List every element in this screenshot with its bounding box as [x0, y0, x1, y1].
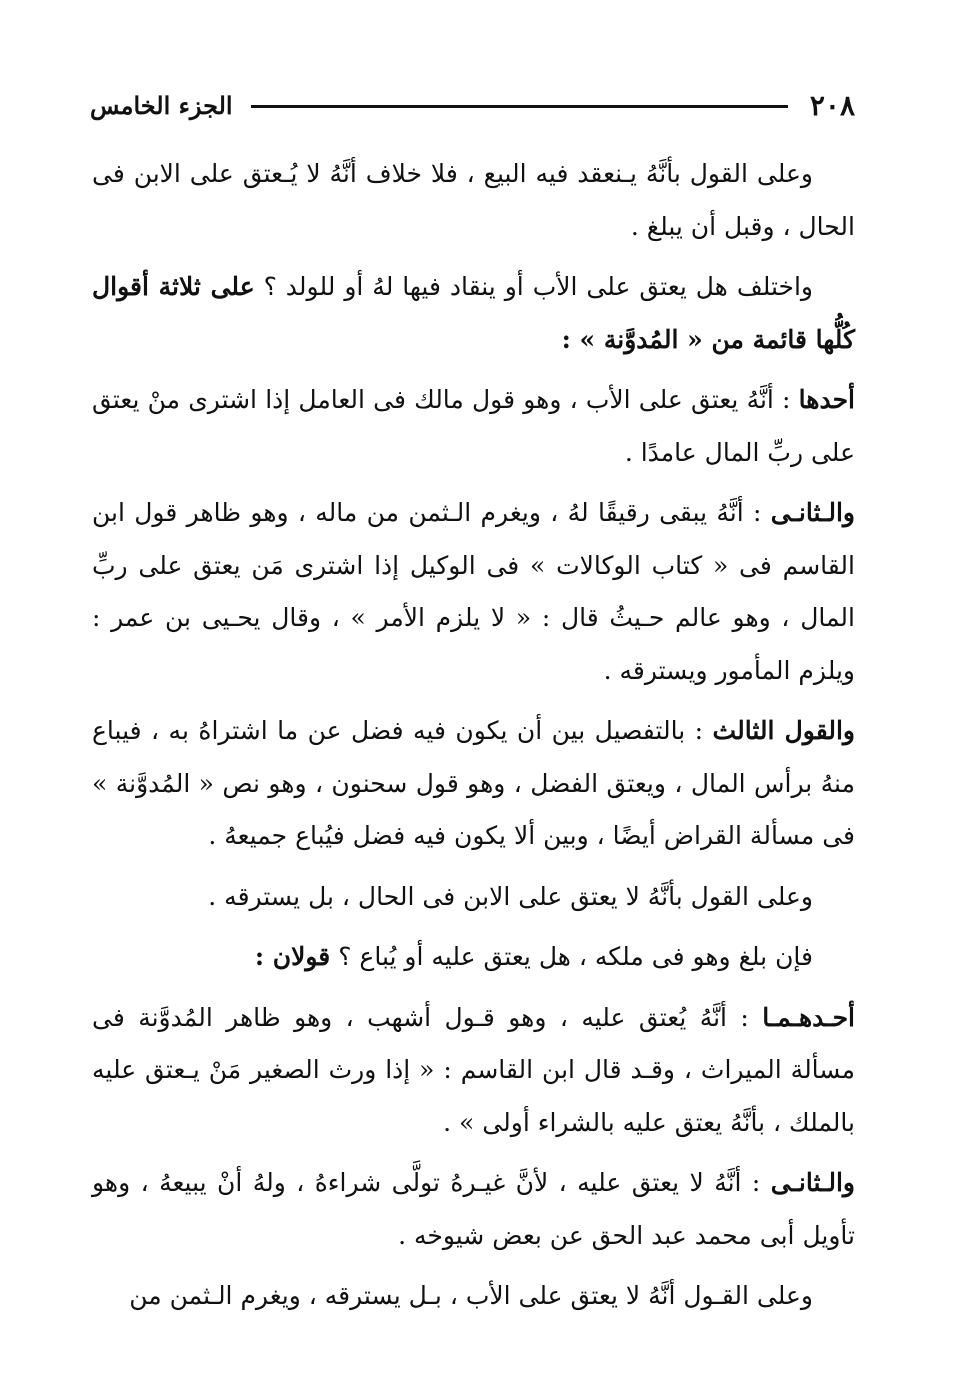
paragraph-3 [92, 374, 855, 479]
paragraph-lead: والـثانـى [770, 1168, 855, 1197]
paragraph-text: : أنَّهُ لا يعتق عليه ، لأنَّ غيـرهُ تولَّى شراءهُ ، ولهُ أنْ يبيعهُ ، وهو تأويل أبى محمد عبد الحق عن بعض شيوخه . [92, 1168, 855, 1250]
paragraph-text: فإن بلغ وهو فى ملكه ، هل يعتق عليه أو يُباع ؟ [330, 942, 813, 971]
body-text [92, 148, 855, 1331]
running-title: الجزء الخامس [90, 91, 233, 120]
page-header [90, 86, 855, 126]
page-number: ٢٠٨ [809, 89, 855, 122]
paragraph-lead: والقول الثالث [712, 716, 855, 745]
paragraph-1 [92, 148, 855, 253]
paragraph-lead: أحـدهـمـا [762, 1002, 855, 1032]
paragraph-10 [92, 1270, 855, 1323]
header-rule [251, 105, 788, 108]
paragraph-5 [92, 705, 855, 863]
paragraph-8 [92, 992, 855, 1150]
paragraph-7 [92, 931, 855, 984]
paragraph-4 [92, 487, 855, 697]
paragraph-text: : بالتفصيل بين أن يكون فيه فضل عن ما اشتراهُ به ، فيباع منهُ برأس المال ، ويعتق الفضل ، وهو قول سحنون ، وهو نص « المُدوَّنة » فى مسألة القراض أيضًا ، وبين ألا يكون فيه فضل فيُباع جميعهُ . [92, 716, 855, 850]
paragraph-6 [92, 871, 855, 924]
paragraph-text: وعلى القول بأنَّهُ لا يعتق على الابن فى الحال ، بل يسترقه . [208, 881, 813, 911]
paragraph-bold-tail: على ثلاثة أقوال كُلُّها قائمة من « المُدوَّنة » : [92, 272, 855, 354]
paragraph-2 [92, 261, 855, 366]
paragraph-text: واختلف هل يعتق على الأب أو ينقاد فيها لهُ أو للولد ؟ [254, 272, 813, 301]
paragraph-lead: والـثانـى [770, 498, 855, 527]
paragraph-text: : أنَّهُ يُعتق عليه ، وهو قـول أشهب ، وهو ظاهر المُدوَّنة فى مسألة الميراث ، وقـد قال ابن القاسم : « إذا ورث الصغير مَنْ يـعتق عليه بالملك ، بأنَّهُ يعتق عليه بالشراء أولى » . [92, 1002, 855, 1137]
paragraph-lead: أحدها [798, 385, 855, 414]
paragraph-text: : أنَّهُ يبقى رقيقًا لهُ ، ويغرم الـثمن من ماله ، وهو ظاهر قول ابن القاسم فى « كتاب الوكالات » فى الوكيل إذا اشترى مَن يعتق على ربِّ المال ، وهو عالم حـيثُ قال : « لا يلزم الأمر » ، وقال يحـيى بن عمر : ويلزم المأمور ويسترقه . [92, 498, 855, 685]
paragraph-text: : أنَّهُ يعتق على الأب ، وهو قول مالك فى العامل إذا اشترى منْ يعتق على ربِّ المال عامدًا . [92, 385, 855, 467]
paragraph-9 [92, 1157, 855, 1262]
paragraph-text: وعلى القـول أنَّهُ لا يعتق على الأب ، بـل يسترقه ، ويغرم الـثمن من [129, 1281, 813, 1310]
paragraph-text: وعلى القول بأنَّهُ يـنعقد فيه البيع ، فلا خلاف أنَّهُ لا يُـعتق على الابن فى الحال ، وقبل أن يبلغ . [92, 159, 855, 241]
paragraph-bold-tail: قولان : [254, 942, 331, 971]
